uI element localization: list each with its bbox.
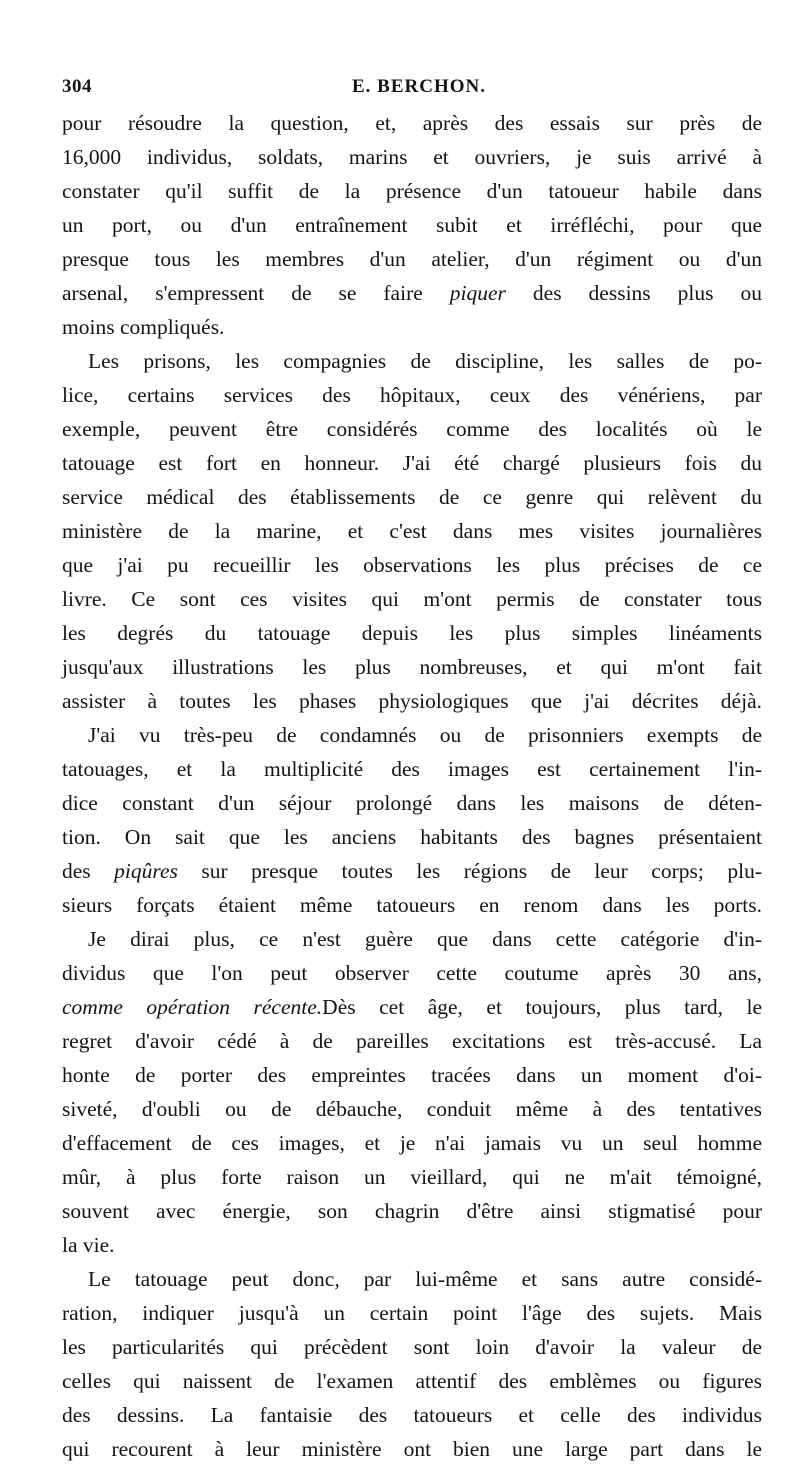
text-line: assister à toutes les phases physiologiques que j'ai décrites déjà. bbox=[62, 689, 762, 713]
text-line: dice constant d'un séjour prolongé dans les maisons de déten- bbox=[62, 791, 762, 815]
text-line: qui recourent à leur ministère ont bien une large part dans le bbox=[62, 1437, 762, 1461]
text-line: tatouage est fort en honneur. J'ai été chargé plusieurs fois du bbox=[62, 451, 762, 475]
page-number: 304 bbox=[62, 76, 92, 97]
text-line: souvent avec énergie, son chagrin d'être ainsi stigmatisé pour bbox=[62, 1199, 762, 1223]
text-line: les degrés du tatouage depuis les plus simples linéaments bbox=[62, 621, 762, 645]
text-line: exemple, peuvent être considérés comme des localités où le bbox=[62, 417, 762, 441]
text-line: moins compliqués. bbox=[62, 315, 225, 339]
italic-phrase: comme opération récente. bbox=[62, 995, 323, 1019]
italic-word: piquer bbox=[449, 281, 506, 305]
text-line: 16,000 individus, soldats, marins et ouvriers, je suis arrivé à bbox=[62, 145, 762, 169]
text-line: siveté, d'oubli ou de débauche, conduit même à des tentatives bbox=[62, 1097, 762, 1121]
text-line: pour résoudre la question, et, après des essais sur près de bbox=[62, 111, 762, 135]
text-line bbox=[62, 276, 762, 310]
text-line bbox=[62, 990, 762, 1024]
text-line: d'effacement de ces images, et je n'ai jamais vu un seul homme bbox=[62, 1131, 762, 1155]
text-line: les particularités qui précèdent sont loin d'avoir la valeur de bbox=[62, 1335, 762, 1359]
text-segment: arsenal, s'empressent de se faire bbox=[62, 281, 450, 305]
text-line: que j'ai pu recueillir les observations les plus précises de ce bbox=[62, 553, 762, 577]
text-line: presque tous les membres d'un atelier, d'un régiment ou d'un bbox=[62, 247, 762, 271]
text-line: Je dirai plus, ce n'est guère que dans cette catégorie d'in- bbox=[88, 927, 762, 951]
text-segment: des dessins plus ou bbox=[505, 281, 762, 305]
text-line: mûr, à plus forte raison un vieillard, qui ne m'ait témoigné, bbox=[62, 1165, 762, 1189]
text-line: J'ai vu très-peu de condamnés ou de prisonniers exempts de bbox=[88, 723, 762, 747]
body-text bbox=[62, 106, 762, 1466]
page-header bbox=[62, 76, 762, 104]
text-line: Le tatouage peut donc, par lui-même et sans autre considé- bbox=[88, 1267, 762, 1291]
text-line: sieurs forçats étaient même tatoueurs en renom dans les ports. bbox=[62, 893, 762, 917]
text-line: regret d'avoir cédé à de pareilles excitations est très-accusé. La bbox=[62, 1029, 762, 1053]
text-segment: sur presque toutes les régions de leur corps; plu- bbox=[177, 859, 762, 883]
text-line: des dessins. La fantaisie des tatoueurs et celle des individus bbox=[62, 1403, 762, 1427]
text-line bbox=[62, 854, 762, 888]
text-line: constater qu'il suffit de la présence d'un tatoueur habile dans bbox=[62, 179, 762, 203]
italic-word: piqûres bbox=[114, 859, 178, 883]
text-line: ration, indiquer jusqu'à un certain point l'âge des sujets. Mais bbox=[62, 1301, 762, 1325]
text-line: dividus que l'on peut observer cette coutume après 30 ans, bbox=[62, 961, 762, 985]
text-line: livre. Ce sont ces visites qui m'ont permis de constater tous bbox=[62, 587, 762, 611]
text-line: la vie. bbox=[62, 1233, 115, 1257]
text-line: un port, ou d'un entraînement subit et irréfléchi, pour que bbox=[62, 213, 762, 237]
text-line: service médical des établissements de ce genre qui relèvent du bbox=[62, 485, 762, 509]
text-line: ministère de la marine, et c'est dans mes visites journalières bbox=[62, 519, 762, 543]
text-line: tatouages, et la multiplicité des images est certainement l'in- bbox=[62, 757, 762, 781]
text-segment: des bbox=[62, 859, 115, 883]
text-segment: Dès cet âge, et toujours, plus tard, le bbox=[322, 995, 762, 1019]
text-line: tion. On sait que les anciens habitants des bagnes présentaient bbox=[62, 825, 762, 849]
running-head: E. BERCHON. bbox=[352, 76, 486, 97]
text-line: Les prisons, les compagnies de discipline, les salles de po- bbox=[88, 349, 762, 373]
text-line: jusqu'aux illustrations les plus nombreuses, et qui m'ont fait bbox=[62, 655, 762, 679]
text-line: lice, certains services des hôpitaux, ceux des vénériens, par bbox=[62, 383, 762, 407]
text-line: honte de porter des empreintes tracées dans un moment d'oi- bbox=[62, 1063, 762, 1087]
text-line: celles qui naissent de l'examen attentif des emblèmes ou figures bbox=[62, 1369, 762, 1393]
